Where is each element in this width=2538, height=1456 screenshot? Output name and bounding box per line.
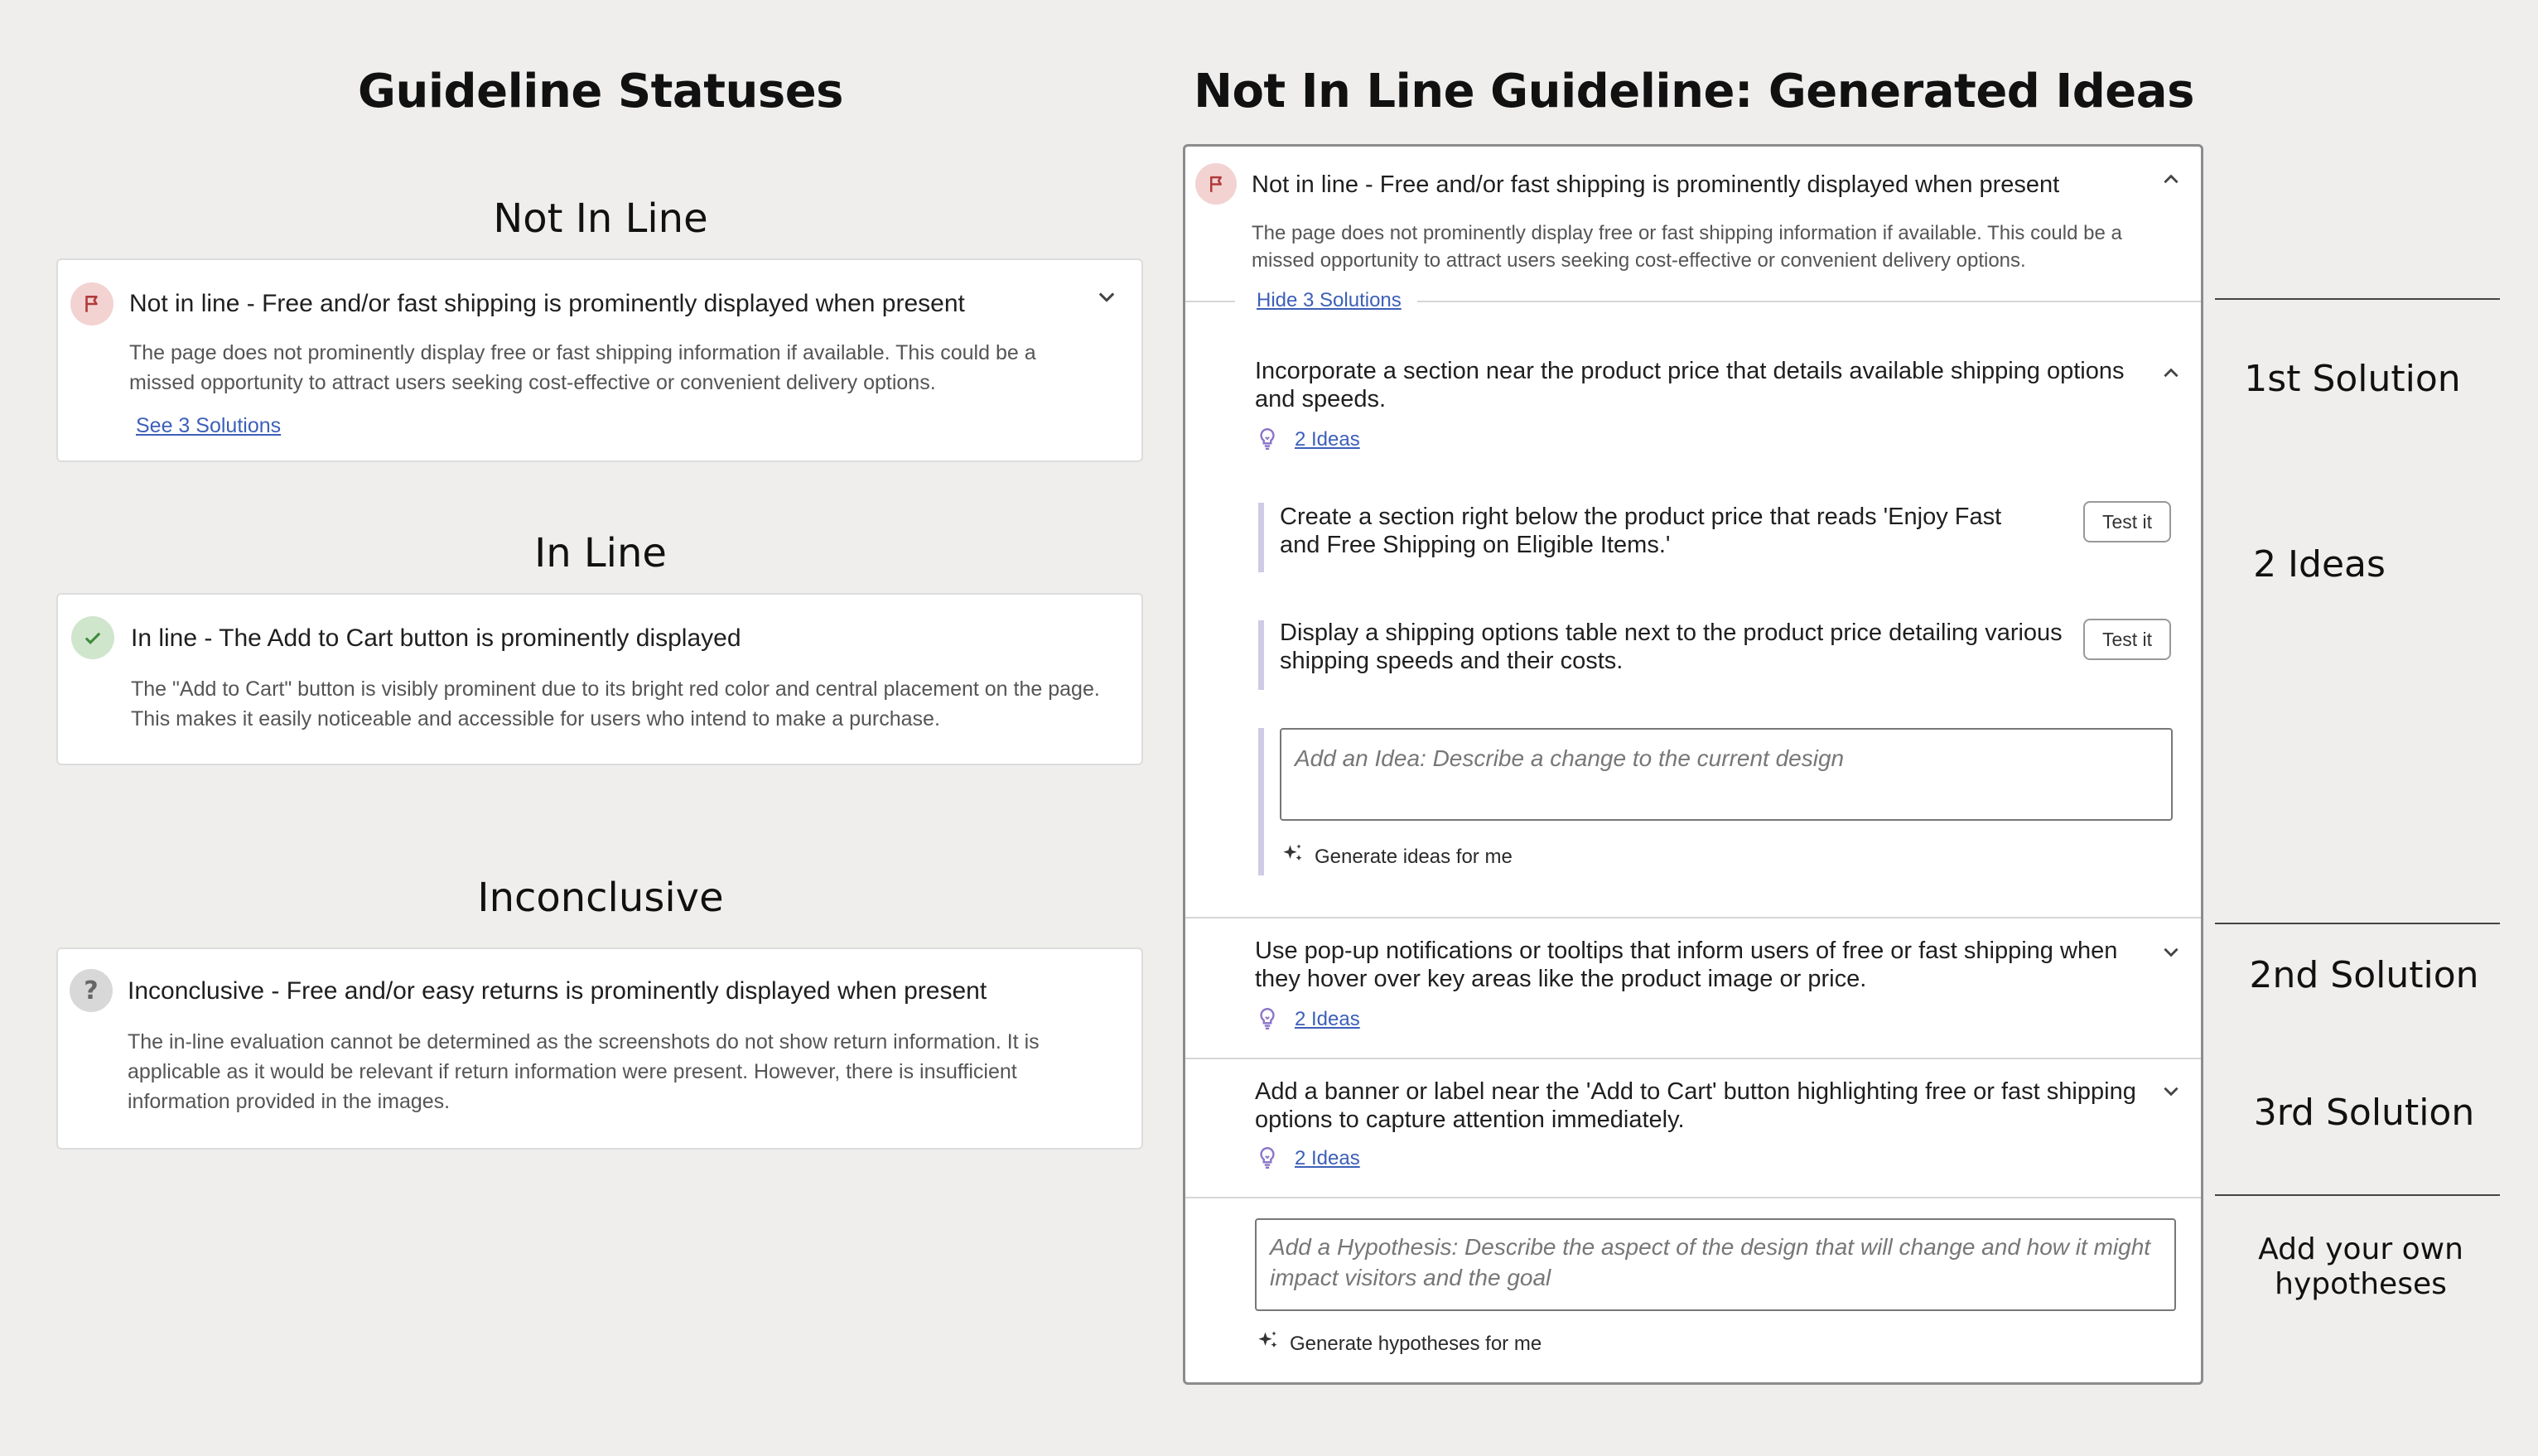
solution-1-text: Incorporate a section near the product price that details available shipping options and speeds. bbox=[1255, 358, 2125, 412]
ideas-link[interactable]: 2 Ideas bbox=[1295, 1147, 1360, 1169]
annotation-divider bbox=[2215, 923, 2500, 924]
guideline-card-not-in-line bbox=[56, 258, 1143, 462]
flag-icon bbox=[1195, 163, 1237, 205]
guideline-card-inconclusive bbox=[56, 947, 1143, 1150]
see-solutions-link[interactable]: See 3 Solutions bbox=[136, 414, 282, 437]
guideline-card-in-line bbox=[56, 593, 1143, 765]
idea-2-text: Display a shipping options table next to the product price detailing various shipping speeds and their costs. bbox=[1280, 620, 2063, 674]
card-title: In line - The Add to Cart button is prominently displayed bbox=[131, 624, 741, 652]
generate-hypotheses-label: Generate hypotheses for me bbox=[1290, 1332, 1542, 1355]
check-icon bbox=[71, 616, 114, 659]
card-title: Inconclusive - Free and/or easy returns is prominently displayed when present bbox=[128, 977, 987, 1005]
card-description: The page does not prominently display free or fast shipping information if available. This could be a missed opportunity to attract users seeking cost-effective or convenient delivery options. bbox=[129, 341, 1036, 394]
ideas-link[interactable]: 2 Ideas bbox=[1295, 1008, 1360, 1030]
ideas-link[interactable]: 2 Ideas bbox=[1295, 428, 1360, 451]
annotation-1st-solution: 1st Solution bbox=[2244, 358, 2461, 400]
generate-ideas-button[interactable] bbox=[1281, 842, 1513, 871]
chevron-down-icon[interactable] bbox=[1090, 280, 1123, 313]
flag-icon bbox=[70, 282, 113, 325]
generate-ideas-label: Generate ideas for me bbox=[1315, 845, 1513, 868]
card-description: The "Add to Cart" button is visibly prominent due to its bright red color and central placement on the page. This makes it easily noticeable and accessible for users who intend to make a purchase. bbox=[131, 677, 1100, 730]
annotation-line-2: hypotheses bbox=[2275, 1267, 2447, 1301]
panel-title: Not in line - Free and/or fast shipping is prominently displayed when present bbox=[1252, 171, 2060, 198]
idea-bar bbox=[1258, 728, 1264, 875]
idea-1-text: Create a section right below the product price that reads 'Enjoy Fast and Free Shipping on Eligible Items.' bbox=[1280, 504, 2002, 558]
chevron-up-icon[interactable] bbox=[2154, 357, 2188, 390]
test-it-button[interactable]: Test it bbox=[2083, 501, 2171, 542]
sparkle-icon bbox=[1281, 842, 1305, 871]
add-hypothesis-input[interactable]: Add a Hypothesis: Describe the aspect of the design that will change and how it might impact visitors and the goal bbox=[1255, 1218, 2176, 1311]
left-heading: Guideline Statuses bbox=[358, 65, 843, 118]
lightbulb-icon bbox=[1257, 427, 1278, 451]
add-idea-input[interactable]: Add an Idea: Describe a change to the current design bbox=[1280, 728, 2173, 821]
divider bbox=[1185, 301, 1235, 302]
idea-bar bbox=[1258, 503, 1264, 572]
annotation-line-1: Add your own bbox=[2258, 1232, 2463, 1266]
card-description: The in-line evaluation cannot be determined as the screenshots do not show return information. It is applicable as it would be relevant if return information were present. However, there is insufficient information provided in the images. bbox=[128, 1030, 1040, 1113]
divider bbox=[1185, 917, 2203, 918]
divider bbox=[1185, 1058, 2203, 1059]
question-icon: ? bbox=[70, 969, 113, 1012]
annotation-2-ideas: 2 Ideas bbox=[2253, 543, 2386, 586]
idea-bar bbox=[1258, 620, 1264, 690]
generate-hypotheses-button[interactable] bbox=[1257, 1329, 1542, 1358]
hide-solutions-link[interactable]: Hide 3 Solutions bbox=[1257, 289, 1402, 311]
solution-3-text: Add a banner or label near the 'Add to Cart' button highlighting free or fast shipping options to capture attention immediately. bbox=[1255, 1078, 2136, 1133]
chevron-down-icon[interactable] bbox=[2154, 1074, 2188, 1107]
section-label-not-in-line: Not In Line bbox=[493, 195, 708, 242]
annotation-3rd-solution: 3rd Solution bbox=[2253, 1092, 2475, 1134]
divider bbox=[1417, 301, 2203, 302]
right-heading: Not In Line Guideline: Generated Ideas bbox=[1194, 65, 2194, 118]
section-label-inconclusive: Inconclusive bbox=[477, 875, 724, 921]
card-title: Not in line - Free and/or fast shipping is prominently displayed when present bbox=[129, 290, 965, 317]
chevron-up-icon[interactable] bbox=[2154, 163, 2188, 196]
chevron-down-icon[interactable] bbox=[2154, 935, 2188, 968]
test-it-button[interactable]: Test it bbox=[2083, 619, 2171, 660]
annotation-add-own-hypotheses bbox=[2220, 1232, 2502, 1302]
generated-ideas-panel bbox=[1183, 144, 2203, 1385]
solution-2-text: Use pop-up notifications or tooltips that inform users of free or fast shipping when they hover over key areas like the product image or price. bbox=[1255, 938, 2118, 992]
sparkle-icon bbox=[1257, 1329, 1280, 1358]
annotation-divider bbox=[2215, 298, 2500, 300]
annotation-divider bbox=[2215, 1194, 2500, 1196]
divider bbox=[1185, 1197, 2203, 1198]
section-label-in-line: In Line bbox=[534, 530, 667, 576]
lightbulb-icon bbox=[1257, 1006, 1278, 1031]
annotation-2nd-solution: 2nd Solution bbox=[2249, 954, 2479, 996]
panel-description: The page does not prominently display free or fast shipping information if available. This could be a missed opportunity to attract users seeking cost-effective or convenient delivery options. bbox=[1252, 222, 2122, 272]
lightbulb-icon bbox=[1257, 1145, 1278, 1170]
